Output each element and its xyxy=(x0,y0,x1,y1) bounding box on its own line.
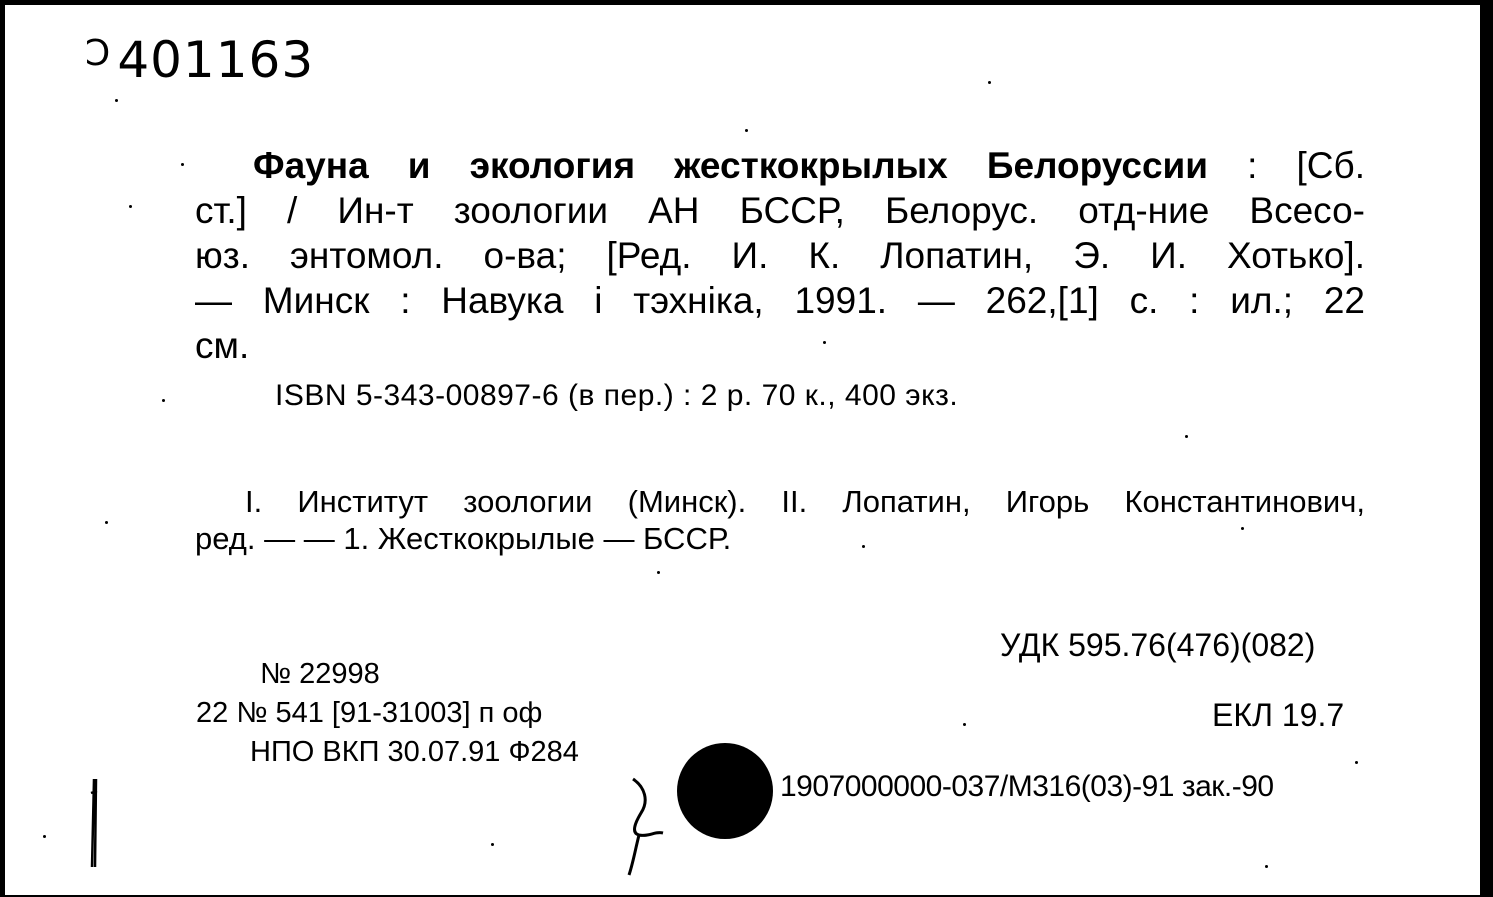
margin-pencil-mark xyxy=(83,775,105,875)
punch-hole xyxy=(677,743,773,839)
classification-code: 1907000000-037/М316(03)-91 зак.-90 xyxy=(780,770,1274,803)
description-line-5: см. xyxy=(195,325,250,366)
description-line-2: ст.] / Ин-т зоологии АН БССР, Белорус. отд-ние Всесо- xyxy=(195,190,1365,231)
call-number-value: 401163 xyxy=(117,31,315,89)
catalog-card xyxy=(3,3,1480,895)
tracing-line-1: I. Институт зоологии (Минск). II. Лопатин, Игорь Константинович, xyxy=(245,484,1365,519)
call-number-mark: Ↄ xyxy=(85,33,112,74)
handwritten-mark xyxy=(605,773,685,883)
description-line-4: — Минск : Навука і тэхніка, 1991. — 262,[1] с. : ил.; 22 xyxy=(195,280,1365,321)
book-title: Фауна и экология жесткокрылых Белоруссии xyxy=(253,145,1209,186)
order-number: 22 № 541 [91-31003] п оф xyxy=(196,697,543,729)
udk-code: УДК 595.76(476)(082) xyxy=(1000,627,1316,663)
printer-info: НПО ВКП 30.07.91 Ф284 xyxy=(250,736,579,768)
bibliographic-description xyxy=(195,143,1365,368)
description-line-3: юз. энтомол. о-ва; [Ред. И. К. Лопатин, Э. И. Хотько]. xyxy=(195,235,1365,276)
call-number xyxy=(85,31,314,89)
tracing-entries xyxy=(195,483,1365,557)
ekl-code: ЕКЛ 19.7 xyxy=(1212,697,1345,733)
description-line-1-rest: : [Сб. xyxy=(1247,145,1365,186)
tracing-line-2: ред. — — 1. Жесткокрылые — БССР. xyxy=(195,521,732,556)
registration-number: № 22998 xyxy=(260,658,380,690)
isbn-line: ISBN 5-343-00897-6 (в пер.) : 2 р. 70 к., 400 экз. xyxy=(275,379,959,412)
description-line-1 xyxy=(195,143,1365,188)
